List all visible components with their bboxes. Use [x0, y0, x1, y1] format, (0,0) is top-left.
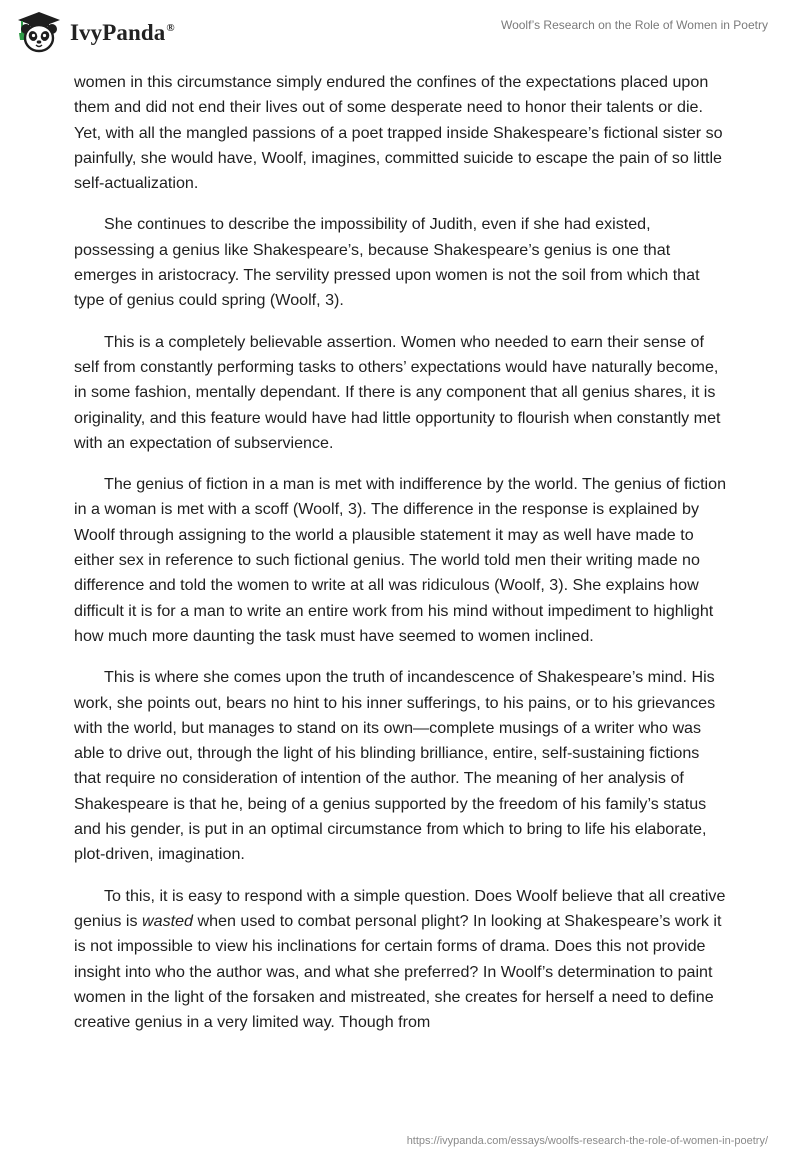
paragraph-2: She continues to describe the impossibility of Judith, even if she had existed, possessing a genius like Shakespeare’s, because Shakespeare’s genius is one that emerges in aristocracy. The servility pressed upon women is not the soil from which that type of genius could spring (Woolf, 3).	[74, 215, 700, 310]
paragraph-5: This is where she comes upon the truth of incandescence of Shakespeare’s mind. His work, she points out, bears no hint to his inner sufferings, to his pains, or to his grievances with the world, but manages to stand on its own—complete musings of a writer who was able to drive out, through the light of his blinding brilliance, entire, self-sustaining fictions that require no consideration of intention of the author. The meaning of her analysis of Shakespeare is that he, being of a genius supported by the freedom of his family’s status and his gender, is put in an optimal circumstance from which to bring to life his elaborate, plot-driven, imagination.	[74, 668, 716, 864]
ivypanda-logo[interactable]	[16, 9, 175, 55]
registered-mark: ®	[166, 21, 175, 34]
paragraph-6-text-end: when used to combat personal plight? In looking at Shakespeare’s work it is not impossible to view his inclinations for certain forms of drama. Does this not provide insight into who the author was, and what she preferred? In Woolf’s determination to paint women in the light of the forsaken and mistreated, she creates for herself a need to define creative genius in a very limited way. Though from	[74, 911, 722, 1032]
essay-body	[74, 70, 730, 1051]
page-header	[0, 0, 800, 60]
paragraph-1: women in this circumstance simply endured the confines of the expectations placed upon them and did not end their lives out of some desperate need to honor their talents or die. Yet, with all the mangled passions of a poet trapped inside Shakespeare’s fictional sister so painfully, she would have, Woolf, imagines, committed suicide to escape the pain of so little self-actualization.	[74, 73, 723, 193]
source-url[interactable]: https://ivypanda.com/essays/woolfs-research-the-role-of-women-in-poetry/	[406, 1135, 768, 1147]
document-title: Woolf’s Research on the Role of Women in Poetry	[500, 18, 768, 32]
paragraph-6	[74, 884, 730, 1036]
panda-graduate-icon	[16, 9, 62, 55]
emphasis-wasted: wasted	[142, 911, 193, 930]
paragraph-6-text-start: To this, it is easy to respond with a simple question. Does Woolf believe that all creative genius is	[74, 886, 726, 930]
logo-wordmark: IvyPanda®	[70, 19, 175, 45]
paragraph-4: The genius of fiction in a man is met with indifference by the world. The genius of fiction in a woman is met with a scoff (Woolf, 3). The difference in the response is explained by Woolf through assigning to the world a plausible statement it may as well have made to either sex in reference to such fictional genius. The world told men their writing made no difference and told the women to write at all was ridiculous (Woolf, 3). She explains how difficult it is for a man to write an entire work from his mind without impediment to highlight how much more daunting the task must have seemed to women inclined.	[74, 475, 727, 645]
paragraph-3: This is a completely believable assertion. Women who needed to earn their sense of self from constantly performing tasks to others’ expectations would have naturally become, in some fashion, mentally dependant. If there is any component that all genius shares, it is originality, and this feature would have had little opportunity to flourish when constantly met with an expectation of subservience.	[74, 332, 721, 452]
